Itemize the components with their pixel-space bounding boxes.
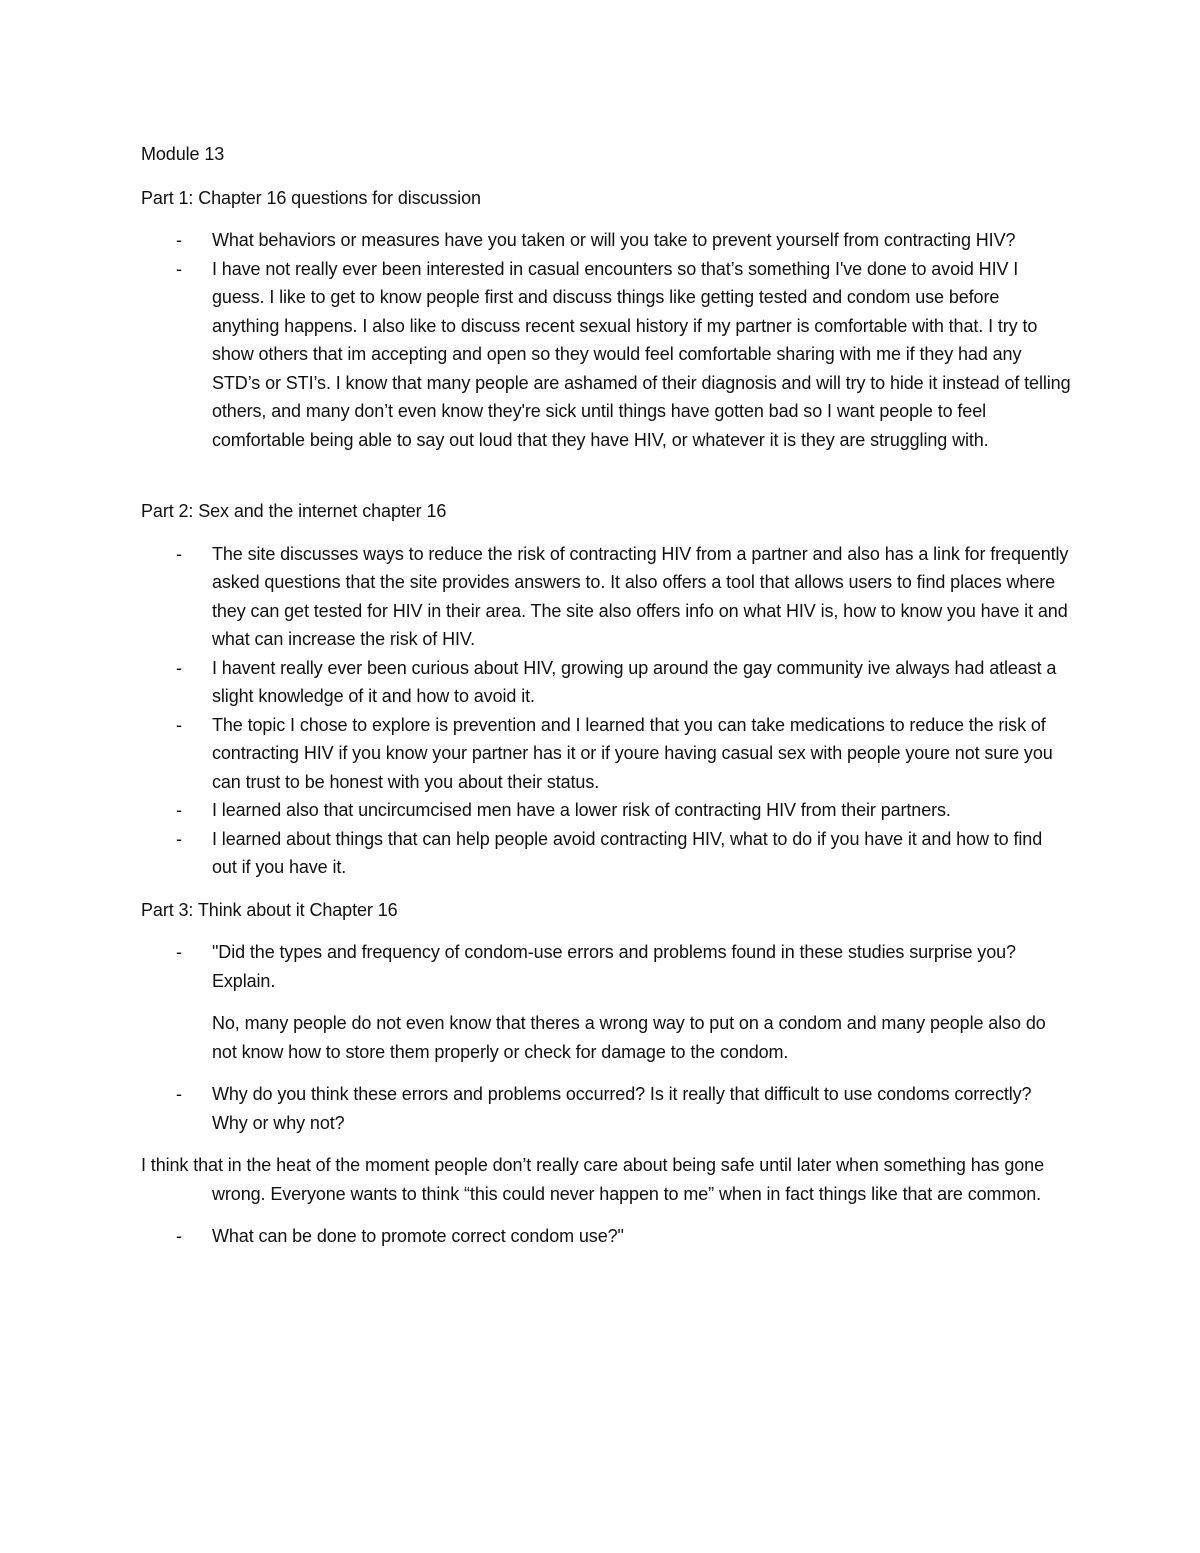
part3-question-2: - Why do you think these errors and problems occurred? Is it really that difficult to use condoms correctly? Why or why not? [141, 1080, 1071, 1137]
part3-heading: Part 3: Think about it Chapter 16 [141, 899, 398, 920]
part2-item: - I havent really ever been curious about HIV, growing up around the gay community ive always had atleast a slight knowledge of it and how to avoid it. [141, 654, 1071, 711]
part2-list [141, 540, 1071, 882]
document-title: Module 13 [141, 144, 225, 164]
part3-question-3: - What can be done to promote correct condom use?" [141, 1222, 1071, 1251]
part2-item: - The site discusses ways to reduce the risk of contracting HIV from a partner and also has a link for frequently asked questions that the site provides answers to. It also offers a tool that allows users to find places where they can get tested for HIV in their area. The site also offers info on what HIV is, how to know you have it and what can increase the risk of HIV. [141, 540, 1071, 654]
part3-list-1 [141, 938, 1071, 995]
part2-item: - I learned also that uncircumcised men have a lower risk of contracting HIV from their partners. [141, 796, 1071, 825]
part1-question: - What behaviors or measures have you taken or will you take to prevent yourself from contracting HIV? [141, 226, 1071, 255]
part3-answer-2: I think that in the heat of the moment people don’t really care about being safe until later when something has gone wrong. Everyone wants to think “this could never happen to me” when in fact things like that are common. [141, 1155, 1044, 1204]
part3-answer-1: No, many people do not even know that theres a wrong way to put on a condom and many people also do not know how to store them properly or check for damage to the condom. [212, 1013, 1046, 1062]
part1-answer: - I have not really ever been interested in casual encounters so that’s something I've done to avoid HIV I guess. I like to get to know people first and discuss things like getting tested and condom use before anything happens. I also like to discuss recent sexual history if my partner is comfortable with that. I try to show others that im accepting and open so they would feel comfortable sharing with me if they had any STD’s or STI’s. I know that many people are ashamed of their diagnosis and will try to hide it instead of telling others, and many don’t even know they're sick until things have gotten bad so I want people to feel comfortable being able to say out loud that they have HIV, or whatever it is they are struggling with. [141, 255, 1071, 455]
part2-item: - I learned about things that can help people avoid contracting HIV, what to do if you have it and how to find out if you have it. [141, 825, 1071, 882]
part1-heading: Part 1: Chapter 16 questions for discussion [141, 187, 481, 208]
part3-list-2 [141, 1080, 1071, 1137]
part1-list [141, 226, 1071, 454]
part3-question-1: - "Did the types and frequency of condom-use errors and problems found in these studies surprise you? Explain. [141, 938, 1071, 995]
part2-item: - The topic I chose to explore is prevention and I learned that you can take medications to reduce the risk of contracting HIV if you know your partner has it or if youre having casual sex with people youre not sure you can trust to be honest with you about their status. [141, 711, 1071, 797]
part2-heading: Part 2: Sex and the internet chapter 16 [141, 501, 447, 521]
document-body [141, 140, 1071, 1265]
section-spacer [141, 468, 1071, 497]
part3-list-3 [141, 1222, 1071, 1251]
